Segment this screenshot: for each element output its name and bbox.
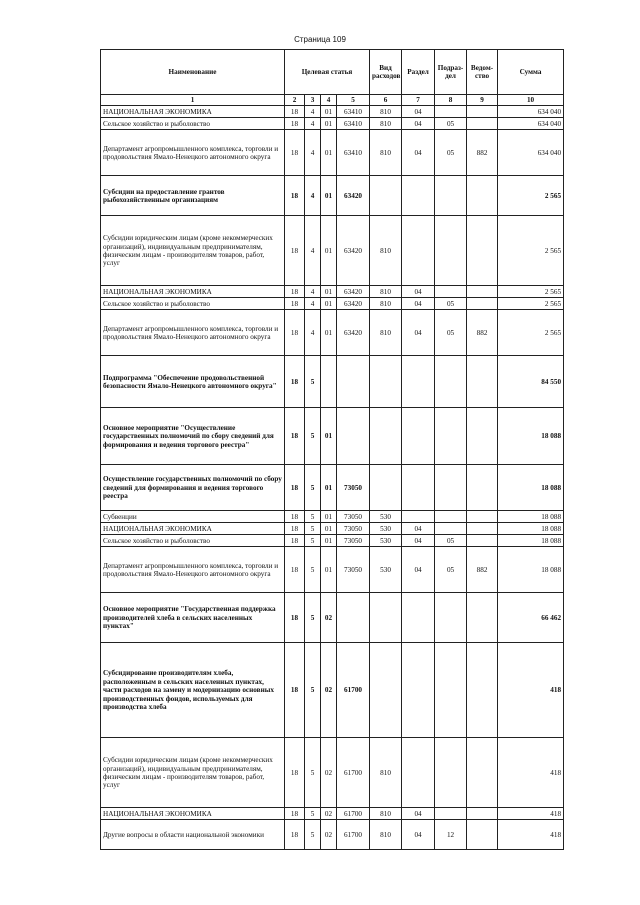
table-cell-razdel — [402, 176, 435, 216]
table-cell-vedomstvo — [467, 820, 498, 850]
table-cell-vid — [370, 176, 402, 216]
table-cell-target-3: 01 — [321, 523, 337, 535]
header-vedomstvo: Ведом-ство — [467, 50, 498, 95]
table-cell-name: Субсидии на предоставление грантов рыбохозяйственным организациям — [101, 176, 285, 216]
table-cell-sum: 84 550 — [498, 356, 564, 408]
table-cell-target-3: 01 — [321, 511, 337, 523]
table-cell-target-3: 01 — [321, 118, 337, 130]
table-cell-razdel: 04 — [402, 820, 435, 850]
table-cell-vid: 810 — [370, 820, 402, 850]
header-name: Наименование — [101, 50, 285, 95]
table-cell-target-3: 02 — [321, 643, 337, 738]
table-cell-sum: 634 040 — [498, 118, 564, 130]
table-cell-target-1: 18 — [285, 298, 305, 310]
table-cell-vid: 530 — [370, 535, 402, 547]
table-cell-vedomstvo — [467, 286, 498, 298]
table-cell-target-2: 4 — [305, 118, 321, 130]
table-cell-vedomstvo: 882 — [467, 310, 498, 356]
table-cell-sum: 2 565 — [498, 216, 564, 286]
table-cell-target-1: 18 — [285, 808, 305, 820]
table-row — [101, 738, 564, 808]
table-cell-target-3: 02 — [321, 820, 337, 850]
table-cell-name: НАЦИОНАЛЬНАЯ ЭКОНОМИКА — [101, 286, 285, 298]
table-cell-target-3: 01 — [321, 286, 337, 298]
table-cell-podrazdel — [435, 408, 467, 465]
table-cell-target-2: 5 — [305, 356, 321, 408]
table-cell-podrazdel: 05 — [435, 547, 467, 593]
table-cell-target-4: 63420 — [337, 176, 370, 216]
table-cell-target-1: 18 — [285, 738, 305, 808]
table-cell-podrazdel: 12 — [435, 820, 467, 850]
table-cell-target-1: 18 — [285, 118, 305, 130]
table-cell-target-3 — [321, 356, 337, 408]
table-cell-target-3: 01 — [321, 216, 337, 286]
table-cell-name: Департамент агропромышленного комплекса, торговли и продовольствия Ямало-Ненецкого автономного округа — [101, 547, 285, 593]
table-cell-target-3: 02 — [321, 593, 337, 643]
table-cell-podrazdel — [435, 356, 467, 408]
table-cell-vid: 810 — [370, 118, 402, 130]
table-cell-target-2: 5 — [305, 593, 321, 643]
table-cell-sum: 18 088 — [498, 511, 564, 523]
table-cell-vedomstvo — [467, 216, 498, 286]
table-cell-sum: 2 565 — [498, 286, 564, 298]
table-cell-target-1: 18 — [285, 547, 305, 593]
column-number: 6 — [370, 95, 402, 106]
table-body — [101, 106, 564, 850]
table-cell-target-1: 18 — [285, 310, 305, 356]
table-cell-razdel: 04 — [402, 547, 435, 593]
table-row — [101, 176, 564, 216]
table-cell-razdel — [402, 408, 435, 465]
table-cell-vedomstvo — [467, 298, 498, 310]
table-cell-podrazdel — [435, 523, 467, 535]
table-row — [101, 523, 564, 535]
table-row — [101, 511, 564, 523]
table-cell-target-3: 01 — [321, 547, 337, 593]
table-cell-vid: 530 — [370, 547, 402, 593]
table-cell-target-3: 01 — [321, 130, 337, 176]
table-cell-podrazdel: 05 — [435, 535, 467, 547]
table-cell-target-1: 18 — [285, 130, 305, 176]
table-cell-razdel: 04 — [402, 535, 435, 547]
table-cell-target-2: 4 — [305, 298, 321, 310]
table-cell-target-1: 18 — [285, 523, 305, 535]
table-cell-target-4: 73050 — [337, 535, 370, 547]
table-cell-name: НАЦИОНАЛЬНАЯ ЭКОНОМИКА — [101, 106, 285, 118]
table-cell-target-2: 4 — [305, 106, 321, 118]
table-cell-vedomstvo — [467, 408, 498, 465]
table-cell-target-3: 02 — [321, 808, 337, 820]
table-cell-vedomstvo — [467, 356, 498, 408]
table-cell-vid — [370, 356, 402, 408]
table-cell-name: Субсидии юридическим лицам (кроме некоммерческих организаций), индивидуальным предпринимателям, физическим лицам - производителям товаров, работ, услуг — [101, 216, 285, 286]
table-cell-sum: 18 088 — [498, 535, 564, 547]
table-cell-target-4: 63410 — [337, 106, 370, 118]
table-cell-sum: 18 088 — [498, 408, 564, 465]
table-cell-vid: 530 — [370, 523, 402, 535]
table-row — [101, 216, 564, 286]
table-cell-target-2: 5 — [305, 511, 321, 523]
table-cell-vid: 810 — [370, 216, 402, 286]
table-cell-target-2: 5 — [305, 643, 321, 738]
table-cell-vedomstvo — [467, 118, 498, 130]
table-cell-vid: 810 — [370, 298, 402, 310]
table-cell-name: Субвенции — [101, 511, 285, 523]
table-cell-target-1: 18 — [285, 286, 305, 298]
table-cell-target-3: 01 — [321, 176, 337, 216]
header-target: Целевая статья — [285, 50, 370, 95]
table-cell-sum: 634 040 — [498, 130, 564, 176]
table-row — [101, 593, 564, 643]
table-cell-razdel — [402, 593, 435, 643]
column-number: 5 — [337, 95, 370, 106]
table-cell-target-1: 18 — [285, 465, 305, 511]
column-number: 3 — [305, 95, 321, 106]
table-cell-target-2: 4 — [305, 310, 321, 356]
table-cell-vid: 810 — [370, 808, 402, 820]
table-cell-name: Сельское хозяйство и рыболовство — [101, 535, 285, 547]
table-cell-target-4: 63420 — [337, 298, 370, 310]
table-cell-target-2: 5 — [305, 408, 321, 465]
table-row — [101, 820, 564, 850]
table-cell-target-1: 18 — [285, 511, 305, 523]
table-cell-vedomstvo — [467, 511, 498, 523]
table-cell-razdel — [402, 738, 435, 808]
table-cell-podrazdel — [435, 593, 467, 643]
table-cell-vid — [370, 643, 402, 738]
table-cell-razdel: 04 — [402, 286, 435, 298]
table-cell-razdel: 04 — [402, 118, 435, 130]
table-cell-name: Департамент агропромышленного комплекса, торговли и продовольствия Ямало-Ненецкого автономного округа — [101, 130, 285, 176]
table-cell-vedomstvo — [467, 523, 498, 535]
header-razdel: Раздел — [402, 50, 435, 95]
header-vid: Вид расходов — [370, 50, 402, 95]
table-cell-podrazdel: 05 — [435, 310, 467, 356]
table-row — [101, 356, 564, 408]
table-cell-target-1: 18 — [285, 643, 305, 738]
table-cell-vid — [370, 465, 402, 511]
table-cell-target-3: 02 — [321, 738, 337, 808]
table-cell-target-2: 5 — [305, 738, 321, 808]
table-cell-target-2: 5 — [305, 535, 321, 547]
table-cell-sum: 2 565 — [498, 176, 564, 216]
table-cell-sum: 418 — [498, 738, 564, 808]
table-cell-vedomstvo — [467, 593, 498, 643]
table-cell-target-4: 63420 — [337, 286, 370, 298]
table-cell-target-4: 73050 — [337, 465, 370, 511]
table-cell-podrazdel — [435, 176, 467, 216]
table-cell-name: Основное мероприятие "Осуществление государственных полномочий по сбору сведений для формирования и ведения торгового реестра" — [101, 408, 285, 465]
column-number: 1 — [101, 95, 285, 106]
table-cell-target-3: 01 — [321, 408, 337, 465]
table-cell-target-2: 5 — [305, 465, 321, 511]
table-cell-name: Другие вопросы в области национальной экономики — [101, 820, 285, 850]
table-cell-podrazdel — [435, 738, 467, 808]
table-cell-vid: 810 — [370, 106, 402, 118]
table-row — [101, 286, 564, 298]
table-cell-razdel: 04 — [402, 106, 435, 118]
column-number: 8 — [435, 95, 467, 106]
table-cell-target-1: 18 — [285, 535, 305, 547]
table-cell-name: Департамент агропромышленного комплекса, торговли и продовольствия Ямало-Ненецкого автономного округа — [101, 310, 285, 356]
header-summa: Сумма — [498, 50, 564, 95]
table-cell-sum: 18 088 — [498, 465, 564, 511]
table-cell-target-4: 61700 — [337, 820, 370, 850]
table-cell-vid: 810 — [370, 310, 402, 356]
column-number: 9 — [467, 95, 498, 106]
table-cell-target-3: 01 — [321, 298, 337, 310]
table-cell-target-4: 63410 — [337, 118, 370, 130]
table-cell-target-4: 61700 — [337, 808, 370, 820]
table-cell-target-1: 18 — [285, 356, 305, 408]
table-cell-target-1: 18 — [285, 408, 305, 465]
table-cell-sum: 418 — [498, 820, 564, 850]
header-podrazdel: Подраз-дел — [435, 50, 467, 95]
table-cell-razdel — [402, 356, 435, 408]
table-cell-razdel: 04 — [402, 130, 435, 176]
table-cell-target-2: 5 — [305, 523, 321, 535]
table-cell-podrazdel: 05 — [435, 118, 467, 130]
table-row — [101, 465, 564, 511]
table-cell-target-4 — [337, 408, 370, 465]
table-cell-name: Сельское хозяйство и рыболовство — [101, 118, 285, 130]
table-cell-target-2: 5 — [305, 808, 321, 820]
table-cell-razdel: 04 — [402, 523, 435, 535]
table-cell-vid: 810 — [370, 286, 402, 298]
table-cell-target-4: 63410 — [337, 130, 370, 176]
column-number-row — [101, 95, 564, 106]
table-cell-target-4 — [337, 593, 370, 643]
table-row — [101, 808, 564, 820]
table-cell-vedomstvo — [467, 808, 498, 820]
table-cell-sum: 2 565 — [498, 310, 564, 356]
table-cell-target-4: 61700 — [337, 738, 370, 808]
table-cell-name: НАЦИОНАЛЬНАЯ ЭКОНОМИКА — [101, 523, 285, 535]
table-cell-sum: 18 088 — [498, 547, 564, 593]
table-cell-target-2: 5 — [305, 547, 321, 593]
table-cell-name: Субсидии юридическим лицам (кроме некоммерческих организаций), индивидуальным предпринимателям, физическим лицам - производителям товаров, работ, услуг — [101, 738, 285, 808]
table-cell-razdel — [402, 643, 435, 738]
table-cell-vedomstvo: 882 — [467, 130, 498, 176]
table-row — [101, 118, 564, 130]
page-label: Страница 109 — [294, 35, 346, 44]
table-cell-razdel — [402, 216, 435, 286]
table-cell-vid: 530 — [370, 511, 402, 523]
table-cell-vid: 810 — [370, 130, 402, 176]
column-number: 10 — [498, 95, 564, 106]
table-row — [101, 643, 564, 738]
table-cell-sum: 18 088 — [498, 523, 564, 535]
table-cell-sum: 2 565 — [498, 298, 564, 310]
table-cell-name: Подпрограмма "Обеспечение продовольственной безопасности Ямало-Ненецкого автономного округа" — [101, 356, 285, 408]
table-cell-vedomstvo — [467, 535, 498, 547]
table-cell-target-1: 18 — [285, 820, 305, 850]
table-cell-target-4: 61700 — [337, 643, 370, 738]
table-cell-target-3: 01 — [321, 465, 337, 511]
table-cell-target-4: 63420 — [337, 216, 370, 286]
table-cell-target-2: 4 — [305, 130, 321, 176]
column-number: 2 — [285, 95, 305, 106]
table-cell-sum: 418 — [498, 643, 564, 738]
table-cell-podrazdel — [435, 808, 467, 820]
table-cell-razdel: 04 — [402, 808, 435, 820]
table-cell-podrazdel: 05 — [435, 130, 467, 176]
table-cell-name: Осуществление государственных полномочий по сбору сведений для формирования и ведения торгового реестра — [101, 465, 285, 511]
table-cell-target-3: 01 — [321, 106, 337, 118]
table-row — [101, 130, 564, 176]
table-cell-target-2: 4 — [305, 216, 321, 286]
table-cell-target-1: 18 — [285, 216, 305, 286]
table-cell-razdel — [402, 465, 435, 511]
table-cell-vid: 810 — [370, 738, 402, 808]
column-number: 7 — [402, 95, 435, 106]
table-cell-podrazdel — [435, 511, 467, 523]
table-cell-target-1: 18 — [285, 176, 305, 216]
table-cell-sum: 66 462 — [498, 593, 564, 643]
table-cell-target-2: 5 — [305, 820, 321, 850]
table-cell-target-1: 18 — [285, 106, 305, 118]
table-cell-razdel: 04 — [402, 298, 435, 310]
table-cell-name: Основное мероприятие "Государственная поддержка производителей хлеба в сельских населенных пунктах" — [101, 593, 285, 643]
table-row — [101, 535, 564, 547]
table-cell-vedomstvo — [467, 106, 498, 118]
table-cell-target-4 — [337, 356, 370, 408]
table-cell-podrazdel — [435, 643, 467, 738]
table-cell-target-4: 73050 — [337, 511, 370, 523]
table-cell-vedomstvo: 882 — [467, 547, 498, 593]
table-cell-razdel — [402, 511, 435, 523]
table-cell-vedomstvo — [467, 465, 498, 511]
table-cell-target-2: 4 — [305, 286, 321, 298]
table-row — [101, 106, 564, 118]
table-cell-target-3: 01 — [321, 310, 337, 356]
table-row — [101, 408, 564, 465]
table-cell-podrazdel — [435, 286, 467, 298]
table-cell-target-3: 01 — [321, 535, 337, 547]
table-cell-podrazdel — [435, 216, 467, 286]
table-cell-vedomstvo — [467, 176, 498, 216]
table-cell-target-4: 63420 — [337, 310, 370, 356]
budget-table — [100, 49, 564, 850]
table-cell-sum: 634 040 — [498, 106, 564, 118]
table-row — [101, 298, 564, 310]
header-row — [101, 50, 564, 95]
table-cell-name: Субсидирование производителям хлеба, расположенным в сельских населенных пунктах, части расходов на замену и модернизацию основных производственных фондов, используемых для производства хлеба — [101, 643, 285, 738]
table-row — [101, 310, 564, 356]
table-cell-vedomstvo — [467, 643, 498, 738]
table-cell-target-4: 73050 — [337, 523, 370, 535]
table-cell-podrazdel: 05 — [435, 298, 467, 310]
table-cell-name: Сельское хозяйство и рыболовство — [101, 298, 285, 310]
column-number: 4 — [321, 95, 337, 106]
table-cell-razdel: 04 — [402, 310, 435, 356]
table-cell-vedomstvo — [467, 738, 498, 808]
table-cell-target-2: 4 — [305, 176, 321, 216]
table-row — [101, 547, 564, 593]
table-cell-vid — [370, 593, 402, 643]
table-cell-sum: 418 — [498, 808, 564, 820]
table-cell-target-1: 18 — [285, 593, 305, 643]
table-cell-name: НАЦИОНАЛЬНАЯ ЭКОНОМИКА — [101, 808, 285, 820]
table-cell-vid — [370, 408, 402, 465]
table-cell-target-4: 73050 — [337, 547, 370, 593]
table-cell-podrazdel — [435, 465, 467, 511]
table-cell-podrazdel — [435, 106, 467, 118]
